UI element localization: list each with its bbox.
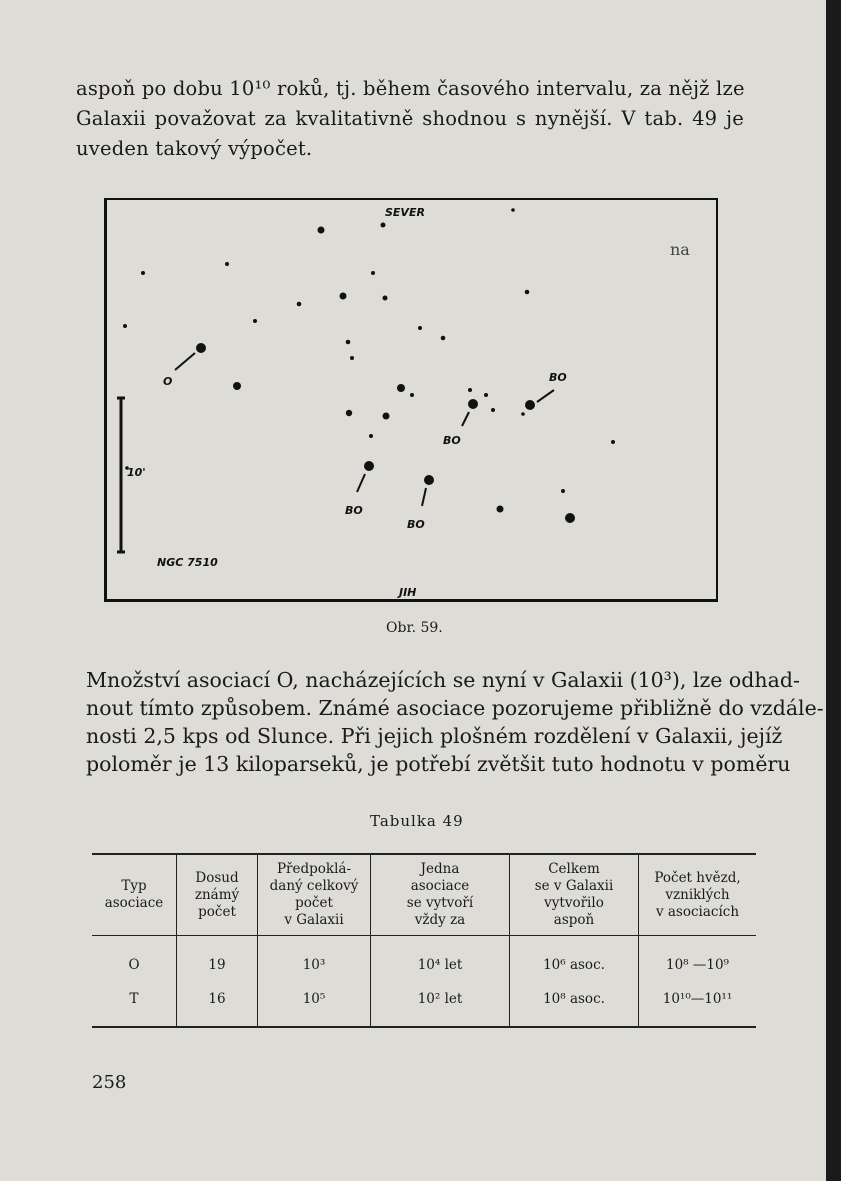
label-bo: BO: [549, 371, 567, 384]
scale-bar: [117, 398, 125, 552]
header-cell: Typ asociace: [92, 854, 177, 936]
table-cell: 10⁵: [258, 982, 371, 1027]
paragraph-1: [76, 74, 744, 164]
table-cell: O: [128, 957, 140, 973]
table-header-row: [92, 854, 756, 936]
page-number: 258: [92, 1072, 127, 1093]
table-cell: 10² let: [371, 982, 510, 1027]
text-line: poloměr je 13 kiloparseků, je potřebí zvětšit tuto hodnotu v poměru: [86, 752, 791, 776]
label-scale: 10': [127, 466, 146, 479]
table-cell: 10¹⁰—10¹¹: [639, 982, 757, 1027]
text-line: nout tímto způsobem. Známé asociace pozorujeme přibližně do vzdále-: [86, 696, 824, 720]
label-bo: BO: [443, 434, 461, 447]
header-cell: Celkem se v Galaxii vytvořilo aspoň: [510, 854, 639, 936]
table-cell: 19: [177, 936, 258, 983]
label-bo: BO: [407, 518, 425, 531]
association-table: [92, 853, 756, 1028]
label-bo: BO: [345, 504, 363, 517]
label-north: SEVER: [385, 206, 425, 219]
star-chart-figure: [104, 198, 718, 602]
text-line: Galaxii považovat za kvalitativně shodnou s nynější. V tab. 49 je: [76, 107, 744, 130]
label-o: O: [163, 375, 173, 388]
paragraph-2: [86, 666, 824, 778]
table-cell: 10³: [258, 936, 371, 983]
star-chart: [107, 200, 717, 600]
table-row: [92, 982, 756, 1027]
table-cell: T: [92, 982, 177, 1027]
table-title: Tabulka 49: [370, 812, 464, 830]
page-edge-shadow: [826, 0, 841, 1181]
table-cell: 16: [177, 982, 258, 1027]
label-south: JIH: [399, 586, 417, 599]
margin-note: na: [670, 240, 690, 259]
association-pointers: [175, 353, 554, 506]
label-ngc: NGC 7510: [157, 556, 218, 569]
table-cell: 10⁶ asoc.: [510, 936, 639, 983]
table-cell: 10⁸ asoc.: [510, 982, 639, 1027]
star-field: [123, 208, 615, 523]
table-row: [92, 936, 756, 983]
header-cell: Dosud známý počet: [177, 854, 258, 936]
header-cell: Jedna asociace se vytvoří vždy za: [371, 854, 510, 936]
text-line: aspoň po dobu 10¹⁰ roků, tj. během časového intervalu, za nějž lze: [76, 77, 745, 100]
table-cell: 10⁸ —10⁹: [639, 936, 757, 983]
text-line: nosti 2,5 kps od Slunce. Při jejich plošném rozdělení v Galaxii, jejíž: [86, 724, 783, 748]
table-cell: 10⁴ let: [371, 936, 510, 983]
text-line: Množství asociací O, nacházejících se nyní v Galaxii (10³), lze odhad-: [86, 668, 800, 692]
text-line: uveden takový výpočet.: [76, 137, 313, 160]
header-cell: Předpoklá- daný celkový počet v Galaxii: [258, 854, 371, 936]
header-cell: Počet hvězd, vzniklých v asociacích: [639, 854, 757, 936]
figure-caption: Obr. 59.: [386, 620, 443, 636]
